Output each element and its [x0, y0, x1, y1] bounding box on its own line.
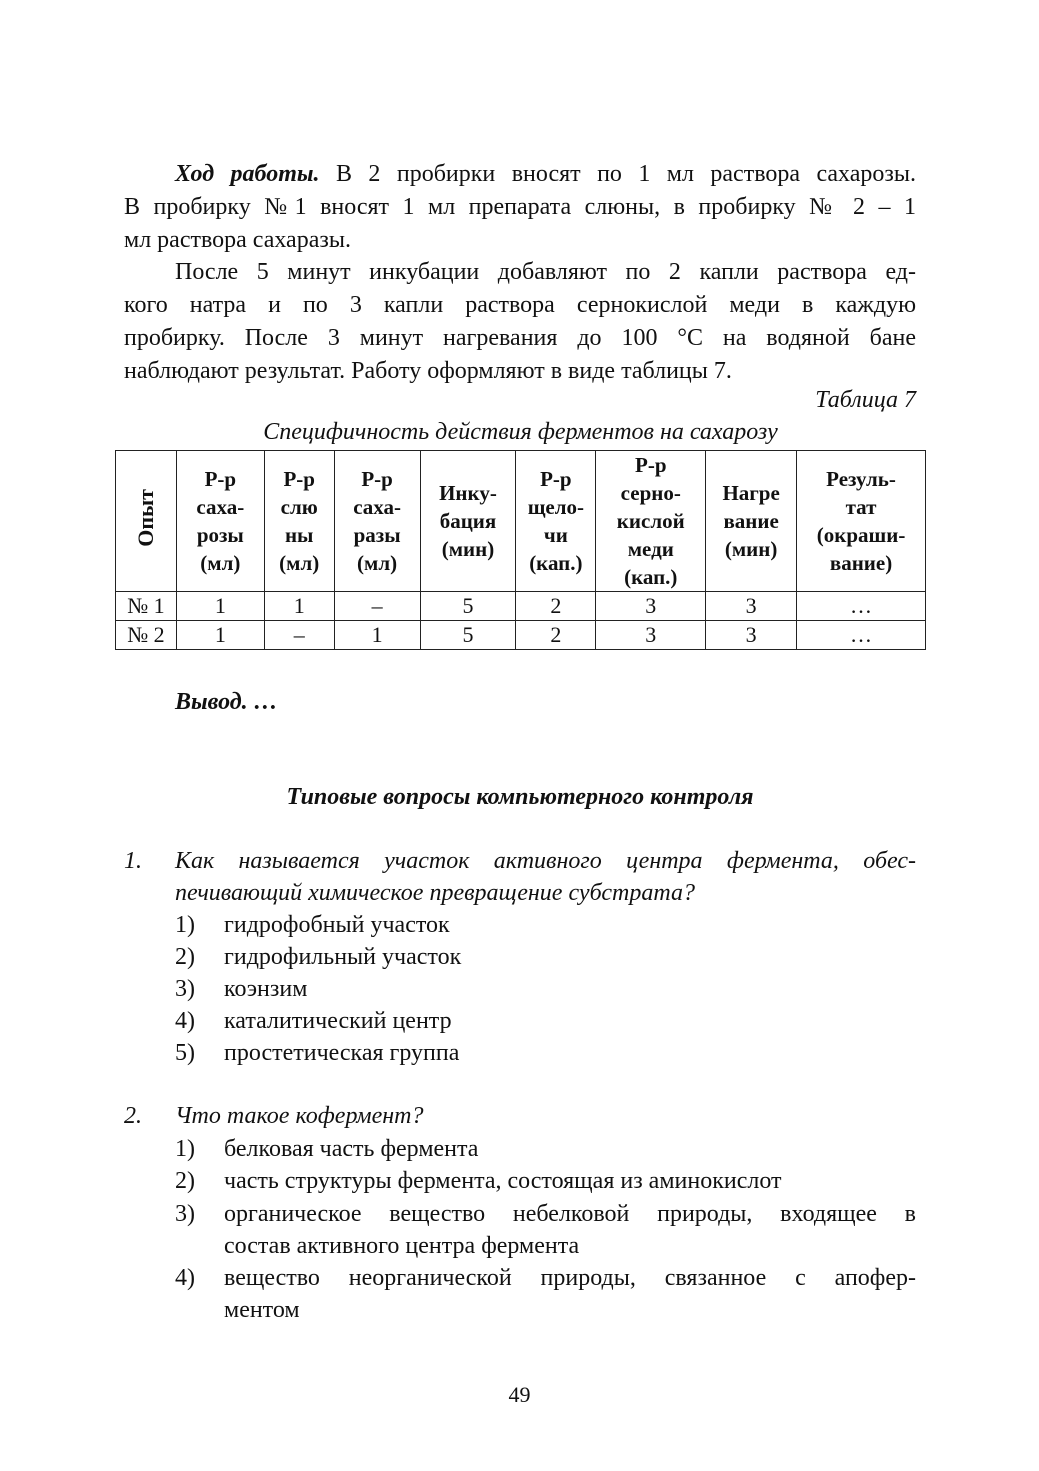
- page-number: 49: [508, 1382, 531, 1407]
- header-incubation: Инку- бация (мин): [420, 451, 516, 592]
- header-result: Резуль- тат (окраши- вание): [797, 451, 926, 592]
- table-caption: Специфичность действия ферментов на сахарозу: [263, 419, 778, 445]
- option-text: ментом: [224, 1297, 300, 1323]
- procedure-line-1: [175, 158, 916, 191]
- table-cell: 2: [516, 592, 596, 621]
- table-cell: 1: [334, 621, 420, 650]
- header-experiment: Опыт: [116, 451, 177, 592]
- option-number: 1): [175, 1136, 195, 1162]
- table-cell: № 1: [116, 592, 177, 621]
- table-cell: 3: [596, 592, 706, 621]
- question-number: 2.: [124, 1103, 142, 1129]
- results-table: [115, 450, 926, 650]
- table-cell: 3: [706, 592, 797, 621]
- table-row: [116, 621, 926, 650]
- option-text: органическое вещество небелковой природы, входящее в: [224, 1201, 916, 1227]
- question-text: Как называется участок активного центра фермента, обес-: [175, 848, 916, 874]
- option-number: 3): [175, 976, 195, 1002]
- option-number: 4): [175, 1008, 195, 1034]
- table-cell: 3: [706, 621, 797, 650]
- header-sucrase: Р-р саха- разы (мл): [334, 451, 420, 592]
- option-number: 2): [175, 944, 195, 970]
- option-text: гидрофобный участок: [224, 912, 450, 938]
- option-text: состав активного центра фермента: [224, 1233, 580, 1259]
- question-text: печивающий химическое превращение субстрата?: [175, 880, 695, 906]
- option-number: 4): [175, 1265, 195, 1291]
- table-header-row: [116, 451, 926, 592]
- table-cell: 1: [176, 592, 264, 621]
- option-text: часть структуры фермента, состоящая из аминокислот: [224, 1168, 782, 1194]
- option-text: простетическая группа: [224, 1040, 460, 1066]
- procedure-line-6: пробирку. После 3 минут нагревания до 100 °С на водяной бане: [124, 325, 916, 351]
- table-cell: –: [334, 592, 420, 621]
- option-number: 5): [175, 1040, 195, 1066]
- table-cell: –: [264, 621, 334, 650]
- quiz-title: Типовые вопросы компьютерного контроля: [286, 784, 754, 810]
- table-cell: …: [797, 621, 926, 650]
- header-alkali: Р-р щело- чи (кап.): [516, 451, 596, 592]
- option-number: 1): [175, 912, 195, 938]
- option-text: белковая часть фермента: [224, 1136, 479, 1162]
- table-cell: 3: [596, 621, 706, 650]
- table-cell: 5: [420, 621, 516, 650]
- table-cell: …: [797, 592, 926, 621]
- procedure-text: В 2 пробирки вносят по 1 мл раствора сахарозы.: [319, 161, 916, 187]
- procedure-heading: Ход работы.: [175, 161, 320, 187]
- table-cell: № 2: [116, 621, 177, 650]
- procedure-line-7: наблюдают результат. Работу оформляют в виде таблицы 7.: [124, 358, 732, 384]
- table-cell: 5: [420, 592, 516, 621]
- question-number: 1.: [124, 848, 142, 874]
- question-text: Что такое кофермент?: [175, 1103, 424, 1129]
- option-number: 3): [175, 1201, 195, 1227]
- procedure-line-3: мл раствора сахаразы.: [124, 227, 351, 253]
- header-saliva: Р-р слю ны (мл): [264, 451, 334, 592]
- procedure-line-2: В пробирку №1 вносят 1 мл препарата слюны, в пробирку № 2 – 1: [124, 194, 916, 220]
- table-row: [116, 592, 926, 621]
- option-text: коэнзим: [224, 976, 308, 1002]
- procedure-line-5: кого натра и по 3 капли раствора сернокислой меди в каждую: [124, 292, 916, 318]
- table-cell: 1: [264, 592, 334, 621]
- header-heating: Нагре вание (мин): [706, 451, 797, 592]
- option-text: каталитический центр: [224, 1008, 452, 1034]
- header-copper-sulfate: Р-р серно- кислой меди (кап.): [596, 451, 706, 592]
- option-text: гидрофильный участок: [224, 944, 462, 970]
- procedure-line-4: После 5 минут инкубации добавляют по 2 капли раствора ед-: [175, 259, 916, 285]
- conclusion: Вывод. …: [175, 689, 278, 715]
- table-cell: 2: [516, 621, 596, 650]
- header-sucrose: Р-р саха- розы (мл): [176, 451, 264, 592]
- option-text: вещество неорганической природы, связанное с апофер-: [224, 1265, 916, 1291]
- table-label: Таблица 7: [815, 387, 916, 413]
- table-cell: 1: [176, 621, 264, 650]
- option-number: 2): [175, 1168, 195, 1194]
